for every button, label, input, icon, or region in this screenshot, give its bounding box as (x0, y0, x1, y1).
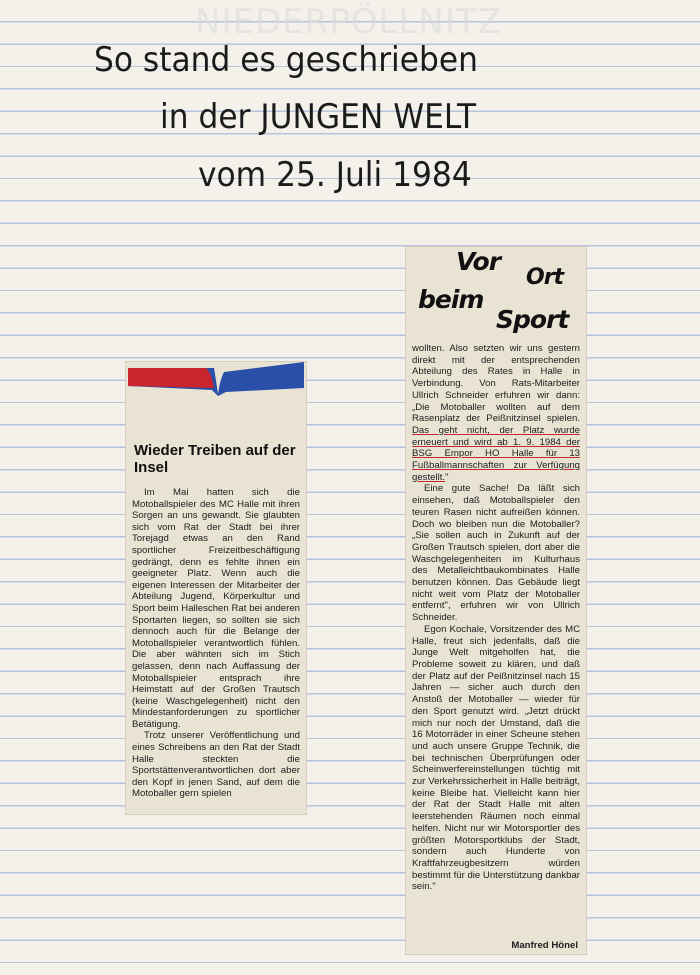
right-paragraph-3: Egon Kochale, Vorsitzender des MC Halle, freut sich jedenfalls, daß die Junge Welt mitgeholfen hat, die Probleme soweit zu klären, und daß der Platz auf der Peißnitzinsel nach 15 Jahren — sicher auch durch den Anstoß der Motoballer — wieder für den Sport genutzt wird. „Jetzt drückt mich nur noch der Umstand, daß die 16 Motorräder in einer Scheune stehen und auch unsere Gruppe Technik, die bei technischen Überprüfungen oder Scheinwerfereinstellungen tüchtig mit zur Verkehrssicherheit in Halle beiträgt, keine Bleibe hat. Vielleicht kann hier der Rat der Stadt Halle mit alten leerstehenden Räumen noch einmal helfen. Nicht nur wir Motorsportler des größten Motorsportklubs der Stadt, sondern auch Hunderte von Kraftfahrzeugbesitzern würden bestimmt für die Unterstützung dankbar sein." (412, 623, 580, 893)
flag-logo (126, 362, 306, 396)
right-article-body (412, 343, 580, 893)
red-underlined-passage: Das geht nicht, der Platz wurde erneuert und wird ab 1. 9. 1984 der BSG Empor HO Halle für 13 Fußballmannschaften zur Verfügung gestellt. (412, 424, 580, 483)
left-clipping (126, 362, 306, 814)
right-p1-close: " (445, 471, 449, 483)
masthead-word-sport: Sport (496, 305, 569, 334)
vor-ort-beim-sport-masthead (406, 247, 586, 342)
right-paragraph-2: Eine gute Sache! Da läßt sich einsehen, daß Motoballspieler den teuren Rasen nicht aufreißen können. Doch wo bleiben nun die Motoballer? „Sie sollen auch in Zukunft auf der Großen Trautsch spielen, dort aber die Waschgelegenheiten im Kulturhaus des Metalleichtbaukombinates Halle benutzen können. Das Gebäude liegt nicht weit vom Platz der Motoballer entfernt", erfuhren wir von Ullrich Schneider. (412, 483, 580, 624)
masthead-word-beim: beim (418, 285, 484, 314)
author-byline: Manfred Hönel (511, 940, 578, 951)
masthead-word-vor: Vor (456, 247, 501, 276)
handwritten-line-1: So stand es geschrieben (94, 40, 478, 80)
right-paragraph-1 (412, 343, 580, 483)
handwritten-line-3: vom 25. Juli 1984 (198, 155, 472, 195)
handwritten-line-2: in der JUNGEN WELT (160, 97, 477, 137)
left-paragraph-2: Trotz unserer Veröffentlichung und eines Schreibens an den Rat der Stadt Halle steckten die Sportstättenverantwortlichen dort aber den Kopf in jenen Sand, auf dem die Motoballer gern spielen (132, 730, 300, 800)
left-article-body (132, 487, 300, 800)
left-paragraph-1: Im Mai hatten sich die Motoballspieler des MC Halle mit ihren Sorgen an uns gewandt. Sie glaubten sich vom Rat der Stadt bei ihrer Torejagd etwas an den Rand sportlicher Freizeitbeschäftigung gedrängt, denn es fehlte ihnen ein geeigneter Platz. Wenn auch die eigenen Interessen der Mitarbeiter der Abteilung Jugend, Körperkultur und Sport beim Halleschen Rat bei anderen Sportarten liegen, so sollten sie sich dennoch auch für die Belange der Motoballspieler verantwortlich fühlen. Die aber wähnten sich im Stich gelassen, denn nach Auffassung der Motoballspieler entsprach ihre Heimstatt auf der Großen Trautsch (keine Waschgelegenheit) nicht den Mindestanforderungen zu sportlicher Betätigung. (132, 487, 300, 730)
right-p1-text: wollten. Also setzten wir uns gestern direkt mit der entsprechenden Abteilung des Rates in Halle in Verbindung. Von Rats-Mitarbeiter Ullrich Schneider erfuhren wir dann: „Die Motoballer wollten auf dem Rasenplatz der Peißnitzinsel spielen. (412, 343, 580, 425)
masthead-word-ort: Ort (526, 265, 564, 290)
left-headline: Wieder Treiben auf der Insel (134, 442, 296, 476)
show-through-title: NIEDERPÖLLNITZ (195, 2, 502, 42)
right-clipping (406, 247, 586, 954)
